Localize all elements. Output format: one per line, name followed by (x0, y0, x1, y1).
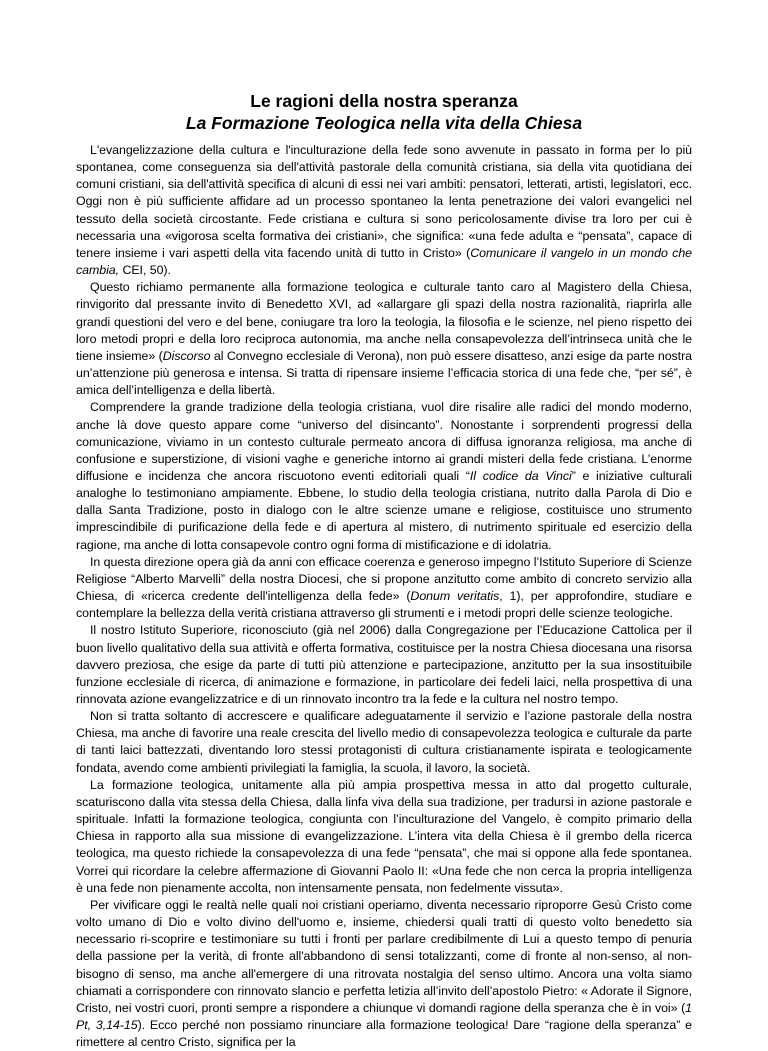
paragraph-text: Per vivificare oggi le realtà nelle quali noi cristiani operiamo, diventa necessario riproporre Gesù Cristo come volto umano di Dio e volto divino dell'uomo e, insieme, chiedersi quali tratti di questo volto benedetto sia necessario ri-scoprire e testimoniare su tutti i fronti per parlare credibilmente di Lui a questo tempo di penuria della passione per la verità, di fronte all'abbandono di sensi totalizzanti, come di fronte al non-senso, al non-bisogno di senso, ma anche all'emergere di una ritrovata nostalgia del senso ultimo. Ancora una volta siamo chiamati a corrispondere con rinnovato slancio e perfetta letizia all’invito dell’apostolo Pietro: « Adorate il Signore, Cristo, nei vostri cuori, pronti sempre a rispondere a chiunque vi domandi ragione della speranza che è in voi» ( (76, 897, 692, 1015)
paragraph-text: ). Ecco perché non possiamo rinunciare alla formazione teologica! Dare “ragione della speranza” e rimettere al centro Cristo, significa per la (76, 1017, 692, 1050)
body-paragraph (76, 897, 692, 1051)
document-title: Le ragioni della nostra speranza (250, 91, 518, 111)
body-paragraph (76, 399, 692, 553)
italic-citation: Il codice da Vinci (469, 468, 572, 483)
paragraph-text: La formazione teologica, unitamente alla più ampia prospettiva messa in atto dal progetto culturale, scaturiscono dalla vita stessa della Chiesa, dalla linfa viva della sua tradizione, per tradursi in azione pastorale e spirituale. Infatti la formazione teologica, congiunta con l’inculturazione del Vangelo, è compito primario della Chiesa in rapporto alla sua missione di evangelizzazione. L’intera vita della Chiesa è il grembo della ricerca teologica, ma questo richiede la consapevolezza di una fede “pensata”, che mai si oppone alla fede spontanea. Vorrei qui ricordare la celebre affermazione di Giovanni Paolo II: «Una fede che non cerca la propria intelligenza è una fede non pienamente accolta, non intensamente pensata, non fedelmente vissuta». (76, 777, 692, 895)
paragraph-text: Questo richiamo permanente alla formazione teologica e culturale tanto caro al Magistero della Chiesa, rinvigorito dal pressante invito di Benedetto XVI, ad «allargare gli spazi della nostra razionalità, riaprirla alle grandi questioni del vero e del bene, coniugare tra loro la teologia, la filosofia e le scienze, nel pieno rispetto dei loro metodi propri e della loro reciproca autonomia, ma anche nella consapevolezza dell’intrinseca unità che le tiene insieme» ( (76, 280, 692, 363)
document-subtitle: La Formazione Teologica nella vita della Chiesa (185, 113, 583, 133)
body-paragraph (76, 622, 692, 708)
body-paragraph (76, 554, 692, 623)
paragraph-text: CEI, 50). (119, 263, 171, 278)
paragraph-text: al Convegno ecclesiale di Verona), non può essere disatteso, anzi esige da parte nostra un’attenzione più generosa e intensa. Si tratta di ripensare insieme l’efficacia storica di una fede che, “per sé”, è amica dell’intelligenza e della libertà. (76, 348, 692, 398)
paragraph-text: ” e iniziative culturali analoghe lo testimoniano ampiamente. Ebbene, lo studio della teologia cristiana, nutrito dalla Parola di Dio e dalla Santa Tradizione, posto in dialogo con le altre scienze umane e religiose, costituisce uno strumento imprescindibile di purificazione della fede e di apertura al mistero, di nutrimento spirituale ed esercizio della ragione, ma anche di lotta consapevole contro ogni forma di mistificazione e di idolatria. (76, 468, 692, 552)
body-paragraph (76, 142, 692, 279)
italic-citation: Discorso (162, 348, 211, 363)
paragraph-text: Non si tratta soltanto di accrescere e qualificare adeguatamente il servizio e l’azione pastorale della nostra Chiesa, ma anche di favorire una reale crescita del livello medio di consapevolezza teologica e culturale da parte di tanti laici battezzati, diventando loro stessi protagonisti di cultura cristianamente ispirata e teologicamente fondata, avendo come ambienti privilegiati la famiglia, la scuola, il lavoro, la società. (76, 709, 692, 775)
body-paragraph (76, 708, 692, 777)
body-paragraph (76, 777, 692, 897)
document-body (76, 142, 692, 1051)
body-paragraph (76, 279, 692, 399)
italic-citation: Comunicare il vangelo in un mondo che cambia, (76, 245, 693, 278)
paragraph-text: , 1), per approfondire, studiare e contemplare la bellezza della verità cristiana attraverso gli strumenti e i metodi propri delle scienze teologiche. (76, 589, 692, 621)
italic-citation: 1 Pt, 3,14-15 (76, 1000, 692, 1032)
paragraph-text: Il nostro Istituto Superiore, riconosciuto (già nel 2006) dalla Congregazione per l’Educazione Cattolica per il buon livello qualitativo della sua attività e offerta formativa, costituisce per la nostra Chiesa diocesana una risorsa davvero preziosa, che esige da parte di tutti più attenzione e partecipazione, anzitutto per la sua insostituibile funzione ecclesiale di ricerca, di animazione e formazione, in particolare dei fedeli laici, nella prospettiva di una rinnovata azione evangelizzatrice e di un rinnovato incontro tra la fede e la cultura nel nostro tempo. (76, 623, 692, 706)
paragraph-text: In questa direzione opera già da anni con efficace coerenza e generoso impegno l’Istituto Superiore di Scienze Religiose “Alberto Marvelli” della nostra Diocesi, che si propone anzitutto come ambito di concreto servizio alla Chiesa, di «ricerca credente dell'intelligenza della fede» ( (76, 554, 692, 604)
paragraph-text: Comprendere la grande tradizione della teologia cristiana, vuol dire risalire alle radici del mondo moderno, anche là dove questo appare come “universo del disincanto”. Nonostante i sorprendenti progressi della comunicazione, viviamo in un contesto culturale permeato ancora di diffusa ignoranza religiosa, ma anche di confusione e superstizione, di visioni vaghe e generiche intorno ai grandi misteri della fede cristiana. L’enorme diffusione e incidenza che ancora riscuotono eventi editoriali quali “ (76, 400, 692, 483)
paragraph-text: L'evangelizzazione della cultura e l'inculturazione della fede sono avvenute in passato in forma per lo più spontanea, come conseguenza sia dell'attività pastorale della comunità cristiana, sia della vita quotidiana dei comuni cristiani, sia dell'attività specifica di alcuni di essi nei vari ambiti: pensatori, letterati, artisti, legislatori, ecc. Oggi non è più sufficiente affidare ad un processo spontaneo la lenta penetrazione dei valori evangelici nel tessuto della società circostante. Fede cristiana e cultura si sono pericolosamente divise tra loro per cui è necessaria una «vigorosa scelta formativa dei cristiani», che significa: «una fede adulta e “pensata”, capace di tenere insieme i vari aspetti della vita facendo unità di tutto in Cristo» ( (76, 143, 692, 260)
italic-citation: Donum veritatis (410, 589, 500, 604)
